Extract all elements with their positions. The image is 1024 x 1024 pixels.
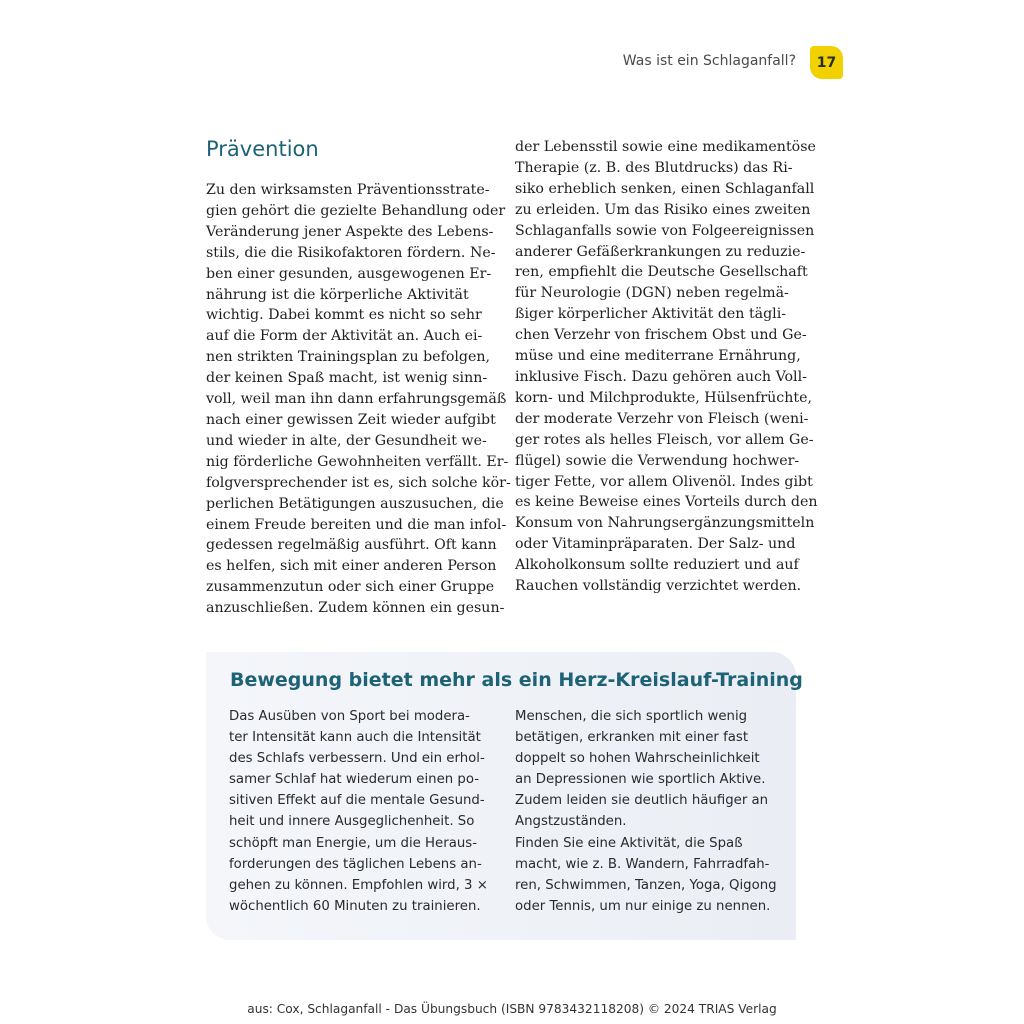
- body-text-line: zusammenzutun oder sich einer Gruppe: [206, 579, 495, 596]
- body-text-line: ren, empfiehlt die Deutsche Gesellschaft: [515, 264, 808, 281]
- body-text-line: siko erheblich senken, einen Schlaganfall: [515, 180, 815, 197]
- info-text-line: betätigen, erkranken mit einer fast: [515, 730, 749, 746]
- body-text-line: gien gehört die gezielte Behandlung oder: [206, 202, 506, 219]
- info-text-line: forderungen des täglichen Lebens an-: [229, 856, 482, 872]
- body-text-line: Rauchen vollständig verzichtet werden.: [515, 578, 802, 595]
- body-text-line: der Lebensstil sowie eine medikamentöse: [515, 139, 816, 155]
- body-text-line: nen strikten Trainingsplan zu befolgen,: [206, 349, 491, 366]
- body-text-line: stils, die die Risikofaktoren fördern. Ne-: [206, 244, 496, 261]
- info-text-line: Menschen, die sich sportlich wenig: [515, 709, 748, 724]
- info-text-line: Zudem leiden sie deutlich häufiger an: [515, 793, 769, 809]
- info-box: [206, 652, 803, 940]
- body-text-line: es keine Beweise eines Vorteils durch den: [515, 494, 818, 511]
- body-text-line: zu erleiden. Um das Risiko eines zweiten: [515, 201, 811, 218]
- body-text-line: chen Verzehr von frischem Obst und Ge-: [515, 327, 807, 344]
- body-text-line: einem Freude bereiten und die man infol-: [206, 516, 507, 533]
- body-text-line: oder Vitaminpräparaten. Der Salz- und: [515, 536, 796, 553]
- info-text-line: oder Tennis, um nur einige zu nennen.: [515, 898, 771, 914]
- info-box-column-left: [229, 706, 499, 917]
- body-text-line: perlichen Betätigungen auszusuchen, die: [206, 495, 504, 512]
- info-text-line: gehen zu können. Empfohlen wird, 3 ×: [229, 877, 488, 893]
- info-text-line: doppelt so hohen Wahrscheinlichkeit: [515, 751, 760, 767]
- info-text-line: Finden Sie eine Aktivität, die Spaß: [515, 835, 743, 851]
- section-body-right: [515, 137, 818, 597]
- body-text-line: Therapie (z. B. des Blutdrucks) das Ri-: [515, 159, 793, 176]
- body-text-line: flügel) sowie die Verwendung hochwer-: [515, 452, 800, 469]
- body-text-line: auf die Form der Aktivität an. Auch ei-: [206, 328, 483, 345]
- body-text-line: folgversprechender ist es, sich solche kör-: [206, 474, 511, 491]
- body-text-line: nach einer gewissen Zeit wieder aufgibt: [206, 411, 496, 428]
- body-text-line: müse und eine mediterrane Ernährung,: [515, 348, 801, 365]
- body-text-line: nährung ist die körperliche Aktivität: [206, 286, 469, 303]
- body-text-line: ger rotes als helles Fleisch, vor allem Ge-: [515, 431, 814, 448]
- page-number-badge: [810, 46, 843, 79]
- info-box-title: Bewegung bietet mehr als ein Herz-Kreislauf-Training: [230, 669, 803, 691]
- body-text-line: Alkoholkonsum sollte reduziert und auf: [515, 557, 799, 574]
- body-text-line: anderer Gefäßerkrankungen zu reduzie-: [515, 243, 806, 260]
- info-text-line: an Depressionen wie sportlich Aktive.: [515, 772, 766, 788]
- info-text-line: samer Schlaf hat wiederum einen po-: [229, 772, 480, 788]
- body-text-line: voll, weil man ihn dann erfahrungsgemäß: [206, 391, 507, 408]
- info-text-line: wöchentlich 60 Minuten zu trainieren.: [229, 898, 481, 914]
- info-text-line: Angstzuständen.: [515, 814, 627, 830]
- body-text-line: und wieder in alte, der Gesundheit we-: [206, 432, 487, 449]
- main-column-right: [515, 137, 818, 597]
- body-text-line: korn- und Milchprodukte, Hülsenfrüchte,: [515, 389, 812, 406]
- body-text-line: inklusive Fisch. Dazu gehören auch Voll-: [515, 368, 807, 385]
- body-text-line: nig förderliche Gewohnheiten verfällt. Er-: [206, 453, 509, 470]
- main-column-left: [206, 137, 511, 619]
- body-text-line: Veränderung jener Aspekte des Lebens-: [206, 223, 494, 240]
- body-text-line: der keinen Spaß macht, ist wenig sinn-: [206, 370, 488, 387]
- body-text-line: tiger Fette, vor allem Olivenöl. Indes gibt: [515, 473, 813, 490]
- body-text-line: wichtig. Dabei kommt es nicht so sehr: [206, 307, 482, 324]
- body-text-line: Schlaganfalls sowie von Folgeereignissen: [515, 222, 815, 239]
- body-text-line: ßiger körperlicher Aktivität den tägli-: [515, 306, 787, 323]
- body-text-line: anzuschließen. Zudem können ein gesun-: [206, 600, 505, 617]
- info-text-line: sitiven Effekt auf die mentale Gesund-: [229, 793, 485, 809]
- info-text-line: des Schlafs verbessern. Und ein erhol-: [229, 751, 485, 767]
- body-text-line: gedessen regelmäßig ausführt. Oft kann: [206, 537, 497, 554]
- body-text-line: Konsum von Nahrungsergänzungsmitteln: [515, 515, 815, 532]
- info-text-line: Das Ausüben von Sport bei modera-: [229, 709, 470, 724]
- footer-citation: aus: Cox, Schlaganfall - Das Übungsbuch (ISBN 9783432118208) © 2024 TRIAS Verlag: [247, 1002, 777, 1016]
- running-head-title: Was ist ein Schlaganfall?: [622, 53, 796, 69]
- body-text-line: ben einer gesunden, ausgewogenen Er-: [206, 265, 492, 282]
- info-text-line: heit und innere Ausgeglichenheit. So: [229, 814, 475, 830]
- page-number: 17: [816, 54, 837, 71]
- body-text-line: es helfen, sich mit einer anderen Person: [206, 558, 497, 575]
- section-title: Prävention: [206, 137, 319, 161]
- section-body-left: [206, 180, 511, 619]
- info-text-line: schöpft man Energie, um die Heraus-: [229, 835, 477, 851]
- info-text-line: macht, wie z. B. Wandern, Fahrradfah-: [515, 856, 770, 872]
- body-text-line: für Neurologie (DGN) neben regelmä-: [515, 285, 789, 302]
- body-text-line: der moderate Verzehr von Fleisch (weni-: [515, 410, 809, 427]
- body-text-line: Zu den wirksamsten Präventionsstrate-: [206, 182, 490, 198]
- info-box-column-right: [515, 706, 785, 917]
- info-text-line: ren, Schwimmen, Tanzen, Yoga, Qigong: [515, 877, 777, 893]
- info-text-line: ter Intensität kann auch die Intensität: [229, 730, 481, 746]
